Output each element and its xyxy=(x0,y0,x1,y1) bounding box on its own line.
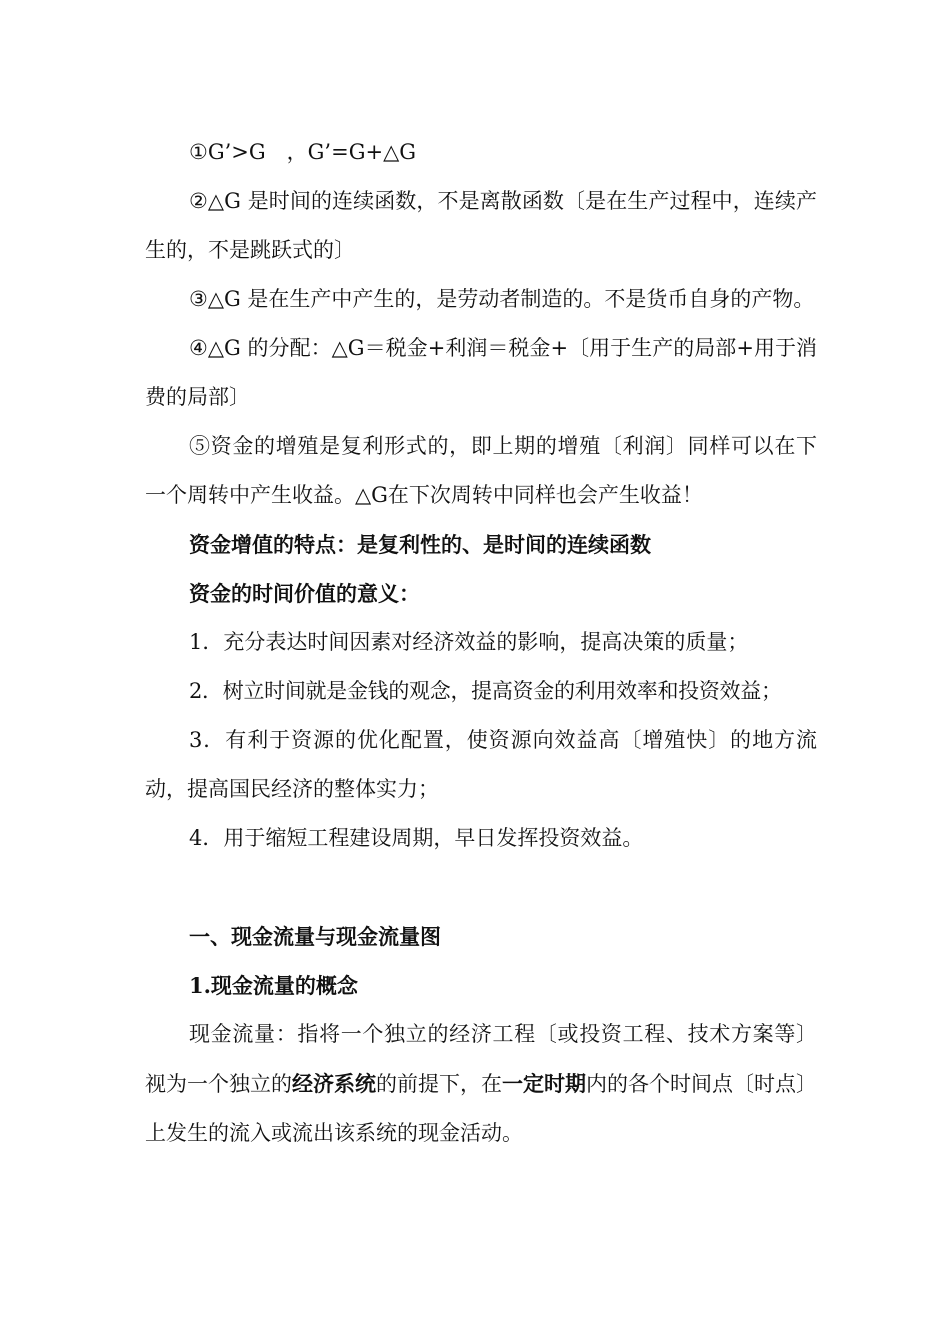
definition-text-2: 的前提下，在 xyxy=(376,1072,502,1096)
paragraph-item-1: ①G’>G ，G’=G+△G xyxy=(189,140,416,164)
significance-heading: 资金的时间价值的意义： xyxy=(189,581,420,606)
paragraph-item-4: ④△G 的分配：△G＝税金+利润＝税金+〔用于生产的局部+用于消费的局部〕 xyxy=(145,336,817,409)
paragraph-item-5: ⑤资金的增殖是复利形式的，即上期的增殖〔利润〕同样可以在下一个周转中产生收益。△G在下次周转中同样也会产生收益！ xyxy=(145,434,817,507)
definition-text-3: 内的各个时间点〔时点〕上发生的流入或流出该系统的现金活动。 xyxy=(145,1072,817,1145)
significance-item-1: 1．充分表达时间因素对经济效益的影响，提高决策的质量； xyxy=(189,630,749,654)
significance-item-4: 4．用于缩短工程建设周期，早日发挥投资效益。 xyxy=(189,826,644,850)
document-body xyxy=(145,128,817,1158)
significance-item-2: 2．树立时间就是金钱的观念，提高资金的利用效率和投资效益； xyxy=(189,679,782,703)
definition-text-1: 现金流量：指将一个独立的经济工程〔或投资工程、技术方案等〕视为一个独立的 xyxy=(145,1022,817,1096)
definition-bold-economic-system: 经济系统 xyxy=(292,1071,376,1096)
section-spacer xyxy=(145,863,817,912)
paragraph-item-2: ②△G 是时间的连续函数，不是离散函数〔是在生产过程中，连续产生的，不是跳跃式的〕 xyxy=(145,189,817,262)
characteristics-heading: 资金增值的特点：是复利性的、是时间的连续函数 xyxy=(189,532,651,557)
definition-paragraph xyxy=(145,1010,817,1158)
significance-item-3: 3．有利于资源的优化配置，使资源向效益高〔增殖快〕的地方流动，提高国民经济的整体实力； xyxy=(145,728,817,801)
section-heading: 一、现金流量与现金流量图 xyxy=(189,924,441,949)
definition-bold-certain-period: 一定时期 xyxy=(502,1071,586,1096)
subsection-heading: 1.现金流量的概念 xyxy=(189,973,358,998)
paragraph-item-3: ③△G 是在生产中产生的，是劳动者制造的。不是货币自身的产物。 xyxy=(189,287,815,311)
